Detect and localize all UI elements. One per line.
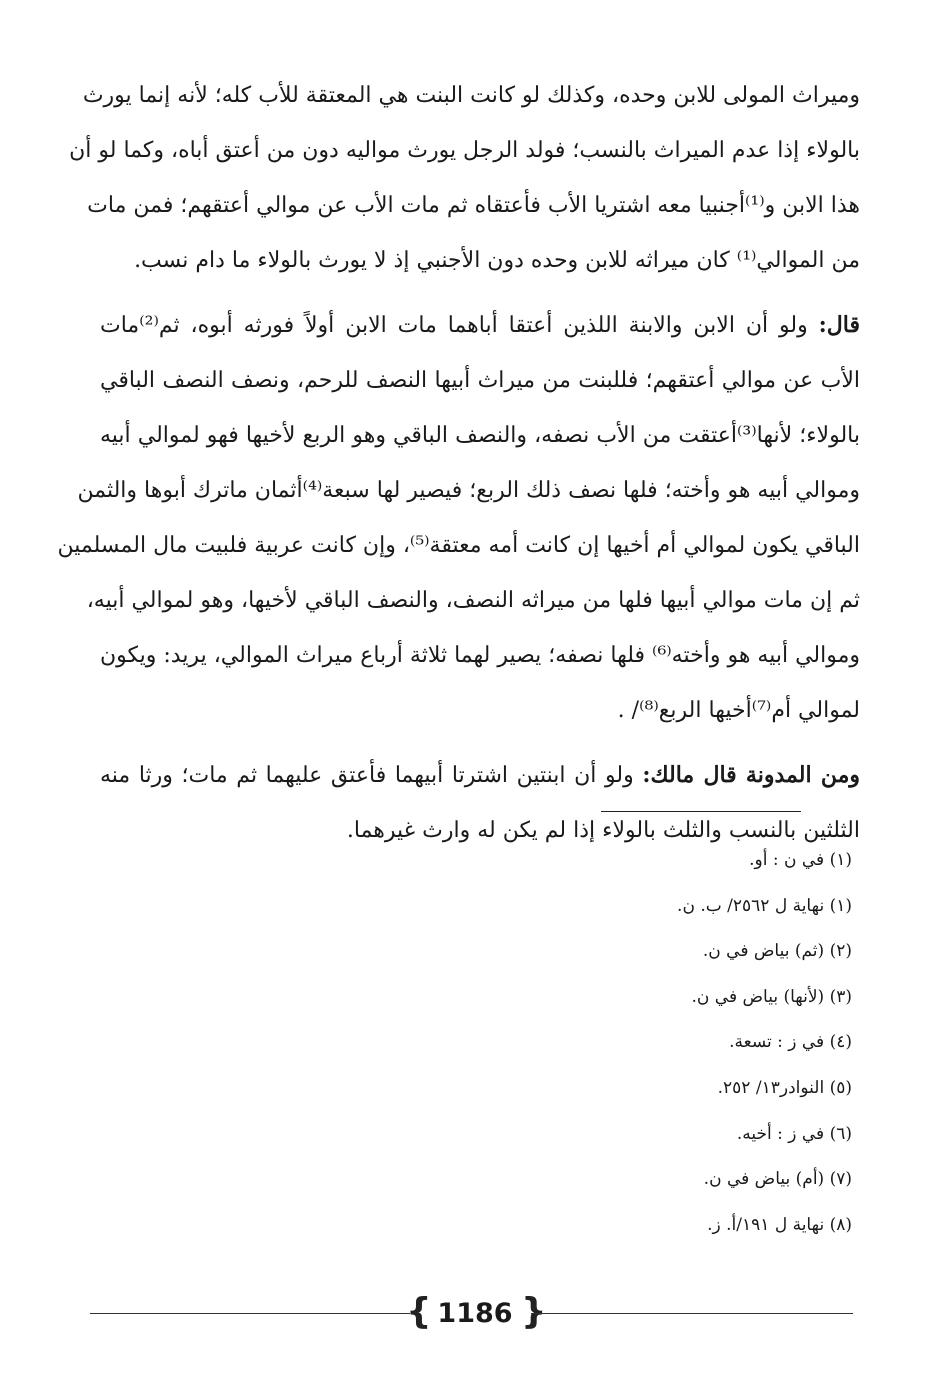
text-line: وموالي أبيه هو وأخته؛ فلها نصف ذلك الربع؛ فيصير لها سبعة⁽⁴⁾أثمان ماترك أبوها والثمن bbox=[77, 478, 860, 503]
page-number: 1186 bbox=[437, 1298, 513, 1329]
text-line: الثلثين بالنسب والثلث بالولاء إذا لم يكن له وارث غيرهما. bbox=[346, 818, 860, 843]
text-line: وموالي أبيه هو وأخته⁽⁶⁾ فلها نصفه؛ يصير لهما ثلاثة أرباع ميراث الموالي، يريد: ويكون bbox=[99, 643, 860, 668]
paragraph-1 bbox=[69, 68, 860, 288]
text-line: بالولاء؛ لأنها⁽³⁾أعتقت من الأب نصفه، والنصف الباقي وهو الربع لأخيها فهو لموالي أبيه bbox=[100, 423, 860, 448]
footnote-divider bbox=[601, 811, 801, 812]
text-line: لموالي أم⁽⁷⁾أخيها الربع⁽⁸⁾/ . bbox=[617, 698, 860, 723]
text-line bbox=[100, 748, 860, 803]
text-line: الباقي يكون لموالي أم أخيها إن كانت أمه معتقة⁽⁵⁾، وإن كانت عربية فلبيت مال المسلمين bbox=[57, 533, 860, 558]
footnote: (١) في ن : أو. bbox=[749, 850, 852, 870]
text-line bbox=[100, 298, 860, 353]
page-footer bbox=[90, 1290, 853, 1340]
footnote: (٧) (أم) بياض في ن. bbox=[703, 1169, 852, 1190]
text-line: من الموالي⁽¹⁾ كان ميراثه للابن وحده دون الأجنبي إذ لا يورث بالولاء ما دام نسب. bbox=[134, 248, 860, 273]
text-span: ولو أن الابن والابنة اللذين أعتقا أباهما مات الابن أولاً فورثه أبوه، ثم⁽²⁾مات bbox=[100, 313, 819, 338]
footer-rule-left bbox=[90, 1313, 410, 1314]
footnote: (٦) في ز : أخيه. bbox=[736, 1123, 852, 1144]
source-label: ومن المدونة قال مالك: bbox=[642, 762, 860, 788]
main-text bbox=[57, 68, 860, 858]
right-brace: } bbox=[521, 1291, 547, 1332]
left-brace: { bbox=[406, 1291, 432, 1332]
paragraph-2 bbox=[57, 298, 860, 738]
footnote: (٢) (ثم) بياض في ن. bbox=[702, 941, 852, 962]
text-line: الأب عن موالي أعتقهم؛ فللبنت من ميراث أبيها النصف للرحم، ونصف النصف الباقي bbox=[100, 368, 860, 393]
text-line: بالولاء إذا عدم الميراث بالنسب؛ فولد الرجل يورث مواليه دون من أعتق أباه، وكما لو أن bbox=[69, 138, 860, 163]
footnote: (٨) نهاية ل ١٩١/أ. ز. bbox=[707, 1214, 852, 1235]
footnote: (٤) في ز : تسعة. bbox=[729, 1032, 852, 1053]
footnotes bbox=[452, 838, 852, 1248]
text-span: ولو أن ابنتين اشترتا أبيهما فأعتق عليهما ثم مات؛ ورثا منه bbox=[100, 763, 643, 788]
footnote: (١) نهاية ل ٢٥٦٢/ ب. ن. bbox=[677, 895, 852, 916]
text-line: ثم إن مات موالي أبيها فلها من ميراثه النصف، والنصف الباقي لأخيها، وهو لموالي أبيه، bbox=[86, 588, 860, 613]
footnote: (٥) النوادر١٣/ ٢٥٢. bbox=[717, 1077, 852, 1098]
text-line: هذا الابن و⁽¹⁾أجنبيا معه اشتريا الأب فأعتقاه ثم مات الأب عن موالي أعتقهم؛ فمن مات bbox=[87, 193, 860, 218]
footer-rule-right bbox=[531, 1313, 853, 1314]
footnote: (٣) (لأنها) بياض في ن. bbox=[691, 986, 852, 1007]
text-line: وميراث المولى للابن وحده، وكذلك لو كانت البنت هي المعتقة للأب كله؛ لأنه إنما يورث bbox=[82, 83, 860, 108]
speaker-label: قال: bbox=[818, 312, 860, 338]
